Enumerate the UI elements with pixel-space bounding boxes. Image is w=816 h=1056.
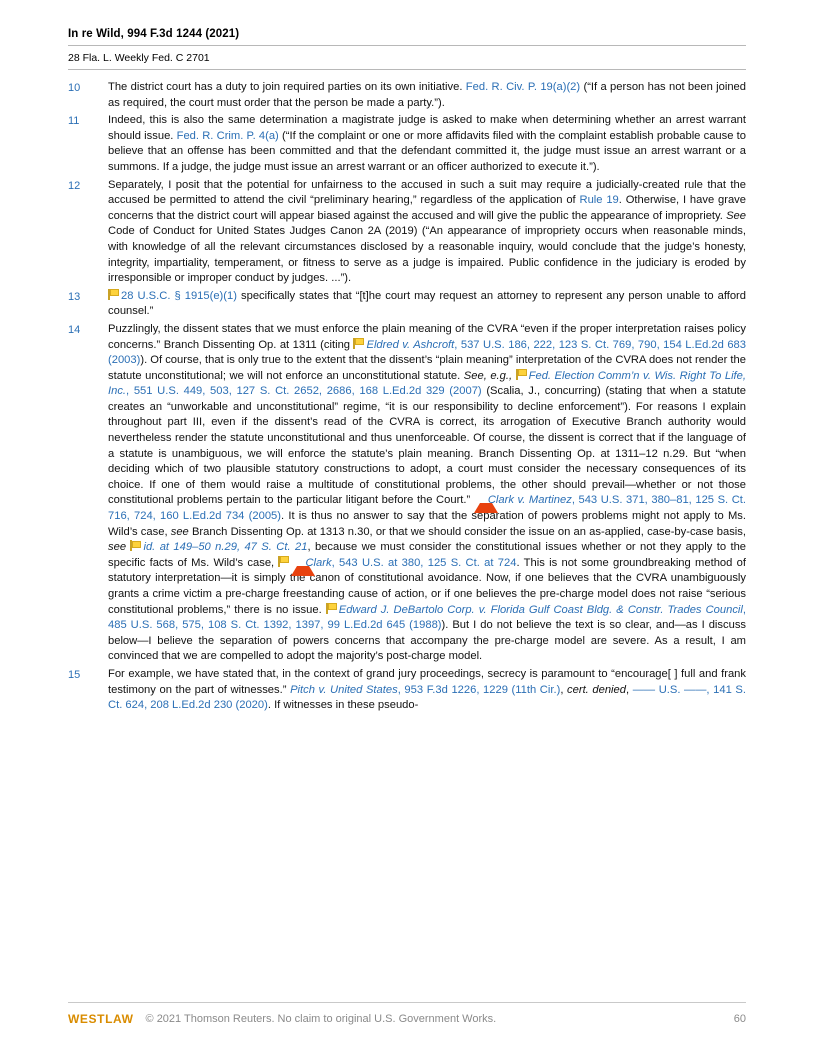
footnote-number: 11 <box>68 115 80 128</box>
footnote-number: 10 <box>68 82 81 94</box>
citation-link[interactable]: , 953 F.3d 1226, 1229 (11th Cir.) <box>397 683 561 696</box>
citation-link[interactable]: Eldred v. Ashcroft <box>366 338 455 351</box>
citation-link[interactable]: Fed. R. Crim. P. 4(a) <box>176 129 279 142</box>
footer-copyright: © 2021 Thomson Reuters. No claim to original U.S. Government Works. <box>145 1013 497 1025</box>
footnote-text <box>108 322 746 665</box>
body-text: Now, if one believes that the CVRA unambiguously grants a crime victim a pre-charge freestanding cause of action, or if one believes the pre-charge model does not raise “serious constitutional problems,” there is no issue. <box>108 572 746 616</box>
red-warning-flag-icon[interactable] <box>291 556 303 567</box>
body-text: Puzzlingly, the dissent states that we must enforce the plain meaning of the CVRA “even if the proper interpretation raises policy concerns.” Branch Dissenting Op. at 1311 (citing <box>108 322 746 351</box>
body-text: . Otherwise, I have grave concerns that the district court will appear biased against the accused and will give the public the appearance of impropriety. <box>108 194 746 222</box>
footnote-text <box>108 178 746 287</box>
exclamation-glyph: ! <box>478 495 482 505</box>
citation-link[interactable]: , 551 U.S. 449, 503, 127 S. Ct. 2652, 2686, 168 L.Ed.2d 329 (2007) <box>126 385 482 398</box>
citation-link[interactable]: , 537 U.S. 186, 222, 123 S. Ct. 769, 790, 154 L.Ed.2d 683 (2003) <box>108 338 746 367</box>
yellow-flag-icon[interactable] <box>130 540 141 551</box>
footnote-entry <box>68 289 746 320</box>
citation-link[interactable]: —— U.S. ——, 141 S. Ct. 624, 208 L.Ed.2d 230 (2020) <box>108 683 746 712</box>
footnote-entry <box>68 178 746 287</box>
citation-link[interactable]: Pitch v. United States <box>290 683 398 696</box>
footnote-entry <box>68 80 746 111</box>
footnote-text <box>108 667 746 714</box>
red-warning-flag-icon[interactable] <box>474 493 486 504</box>
yellow-flag-icon[interactable] <box>326 603 337 614</box>
body-text: , because we must consider the constitutional issues whether or not they apply to the specific facts of Ms. Wild’s case, <box>108 541 747 569</box>
body-text: (Scalia, J., concurring) (stating that when a statute creates an “unworkable and unconstitutional” regime, “it is our responsibility to decline enforcement”). For reasons I explain throughout part III, even if the dissent’s read of the CVRA is correct, its arrogation of Executive Branch authority would nevertheless render the statute unconstitutional and thus unenforceable. Of course, the dissent is correct that if the language of a statute is unambiguous, we will enforce the statute’s plain meaning. Branch Dissenting Op. at 1311–12 n.29. But “when deciding which of two plausible statutory constructions to adopt, a court must consider the necessary consequences of its choice. If one of them would raise a multitude of constitutional problems, the other should prevail—whether or not those constitutional problems pertain to the particular litigant before the Court.” <box>108 385 746 507</box>
body-text: , <box>560 683 568 696</box>
citation-link[interactable]: id. at 149–50 n.29, 47 S. Ct. 21 <box>143 541 308 554</box>
citation-link[interactable]: 28 U.S.C. § 1915(e)(1) <box>121 289 237 302</box>
citation-link[interactable]: , 543 U.S. at 380, 125 S. Ct. at 724 <box>331 556 517 569</box>
body-text: (“If a person has not been joined as required, the court must order that the person be made a party.”). <box>108 81 746 109</box>
body-text: Separately, I posit that the potential for unfairness to the accused in such a suit may require a judicially-created rule that the accused be permitted to attend the civil “preliminary hearing,” regardless of the application of <box>108 178 746 207</box>
emphasis-text: see <box>108 541 127 554</box>
citation-link[interactable]: , 485 U.S. 568, 575, 108 S. Ct. 1392, 1397, 99 L.Ed.2d 645 (1988) <box>108 603 746 632</box>
header-divider <box>68 45 746 46</box>
emphasis-text: See <box>726 209 746 222</box>
body-text: For example, we have stated that, in the context of grand jury proceedings, secrecy is paramount to “encourage[ ] full and frank testimony on the part of witnesses.” <box>108 667 746 696</box>
footnote-text <box>108 113 746 175</box>
citation-link[interactable]: Clark v. Martinez <box>487 494 572 507</box>
yellow-flag-icon[interactable] <box>278 556 289 567</box>
body-text: Indeed, this is also the same determination a magistrate judge is asked to make when determining whether an arrest warrant should issue. <box>108 114 746 142</box>
body-text: (“If the complaint or one or more affidavits filed with the complaint establish probable cause to believe that an offense has been committed and that the defendant committed it, the judge must issue an arrest warrant or a summons. If a judge, the judge must issue an arrest warrant or an officer authorized to execute it.”). <box>108 129 747 173</box>
footnote-entry <box>68 667 746 714</box>
footnote-entry <box>68 322 746 665</box>
citation-link[interactable]: Fed. Election Comm’n v. Wis. Right To Life, Inc. <box>108 369 746 398</box>
footnote-number: 14 <box>68 323 81 336</box>
footnote-number: 13 <box>68 290 81 303</box>
citation-link[interactable]: Rule 19 <box>579 194 619 207</box>
body-text: The district court has a duty to join required parties on its own initiative. <box>108 81 466 93</box>
footnotes-container <box>68 80 746 714</box>
yellow-flag-icon[interactable] <box>516 369 527 380</box>
body-text: specifically states that “[t]he court may request an attorney to represent any person unable to afford counsel.” <box>108 289 747 318</box>
citation-link[interactable]: Edward J. DeBartolo Corp. v. Florida Gulf Coast Bldg. & Constr. Trades Council <box>338 603 743 616</box>
footnote-text <box>108 289 746 320</box>
citation-link[interactable]: Clark <box>305 556 332 569</box>
citation-link[interactable]: Fed. R. Civ. P. 19(a)(2) <box>465 81 581 93</box>
yellow-flag-icon[interactable] <box>108 289 119 300</box>
exclamation-glyph: ! <box>296 557 299 567</box>
page-number: 60 <box>733 1013 746 1025</box>
footnote-number: 12 <box>68 179 81 192</box>
emphasis-text: cert. denied <box>567 683 626 696</box>
body-text: Branch Dissenting Op. at 1313 n.30, or that we should consider the issue on an as-applied, case-by-case basis, <box>188 525 746 538</box>
body-text: . This is not some groundbreaking method of statutory interpretation—it is simply the canon of constitutional avoidance. <box>108 556 747 585</box>
yellow-flag-icon[interactable] <box>353 338 364 349</box>
body-text: ). Of course, that is only true to the extent that the dissent’s “plain meaning” interpretation of the CVRA does not render the statute unconstitutional; we will not enforce an unconstitutional statute. <box>108 354 746 382</box>
body-text: ). But I do not believe the text is so clear, and—as I discuss below—I believe the separation of powers concerns that accompany the pre-charge model are severe. As a result, I am convinced that we are compelled to adopt the majority’s post-charge model. <box>108 619 747 663</box>
page-header-reporter-line: 28 Fla. L. Weekly Fed. C 2701 <box>68 52 210 64</box>
page-footer <box>68 1002 746 1026</box>
body-text: . If witnesses in these pseudo- <box>267 699 419 712</box>
emphasis-text: see <box>170 525 189 538</box>
footnote-entry <box>68 113 746 175</box>
page-header-case-title: In re Wild, 994 F.3d 1244 (2021) <box>68 28 240 40</box>
body-text: , <box>626 683 633 696</box>
emphasis-text: See, e.g., <box>463 369 513 382</box>
body-text: . It is thus no answer to say that the separation of powers problems might not apply to Ms. Wild’s case, <box>108 510 747 538</box>
footer-divider <box>68 1002 746 1003</box>
body-text: Code of Conduct for United States Judges Canon 2A (2019) (“An appearance of impropriety occurs when reasonable minds, with knowledge of all the relevant circumstances disclosed by a reasonable inquiry, would conclude that the judge’s honesty, integrity, impartiality, temperament, or fitness to serve as a judge is impaired. Public confidence in the judiciary is eroded by irresponsible or improper conduct by judges. ...”). <box>108 225 746 285</box>
footnote-number: 15 <box>68 668 81 681</box>
subheader-divider <box>68 69 746 70</box>
citation-link[interactable]: , 543 U.S. 371, 380–81, 125 S. Ct. 716, 724, 160 L.Ed.2d 734 (2005) <box>108 494 746 523</box>
footnote-text <box>108 80 746 111</box>
westlaw-logo: WESTLAW <box>68 1012 134 1026</box>
